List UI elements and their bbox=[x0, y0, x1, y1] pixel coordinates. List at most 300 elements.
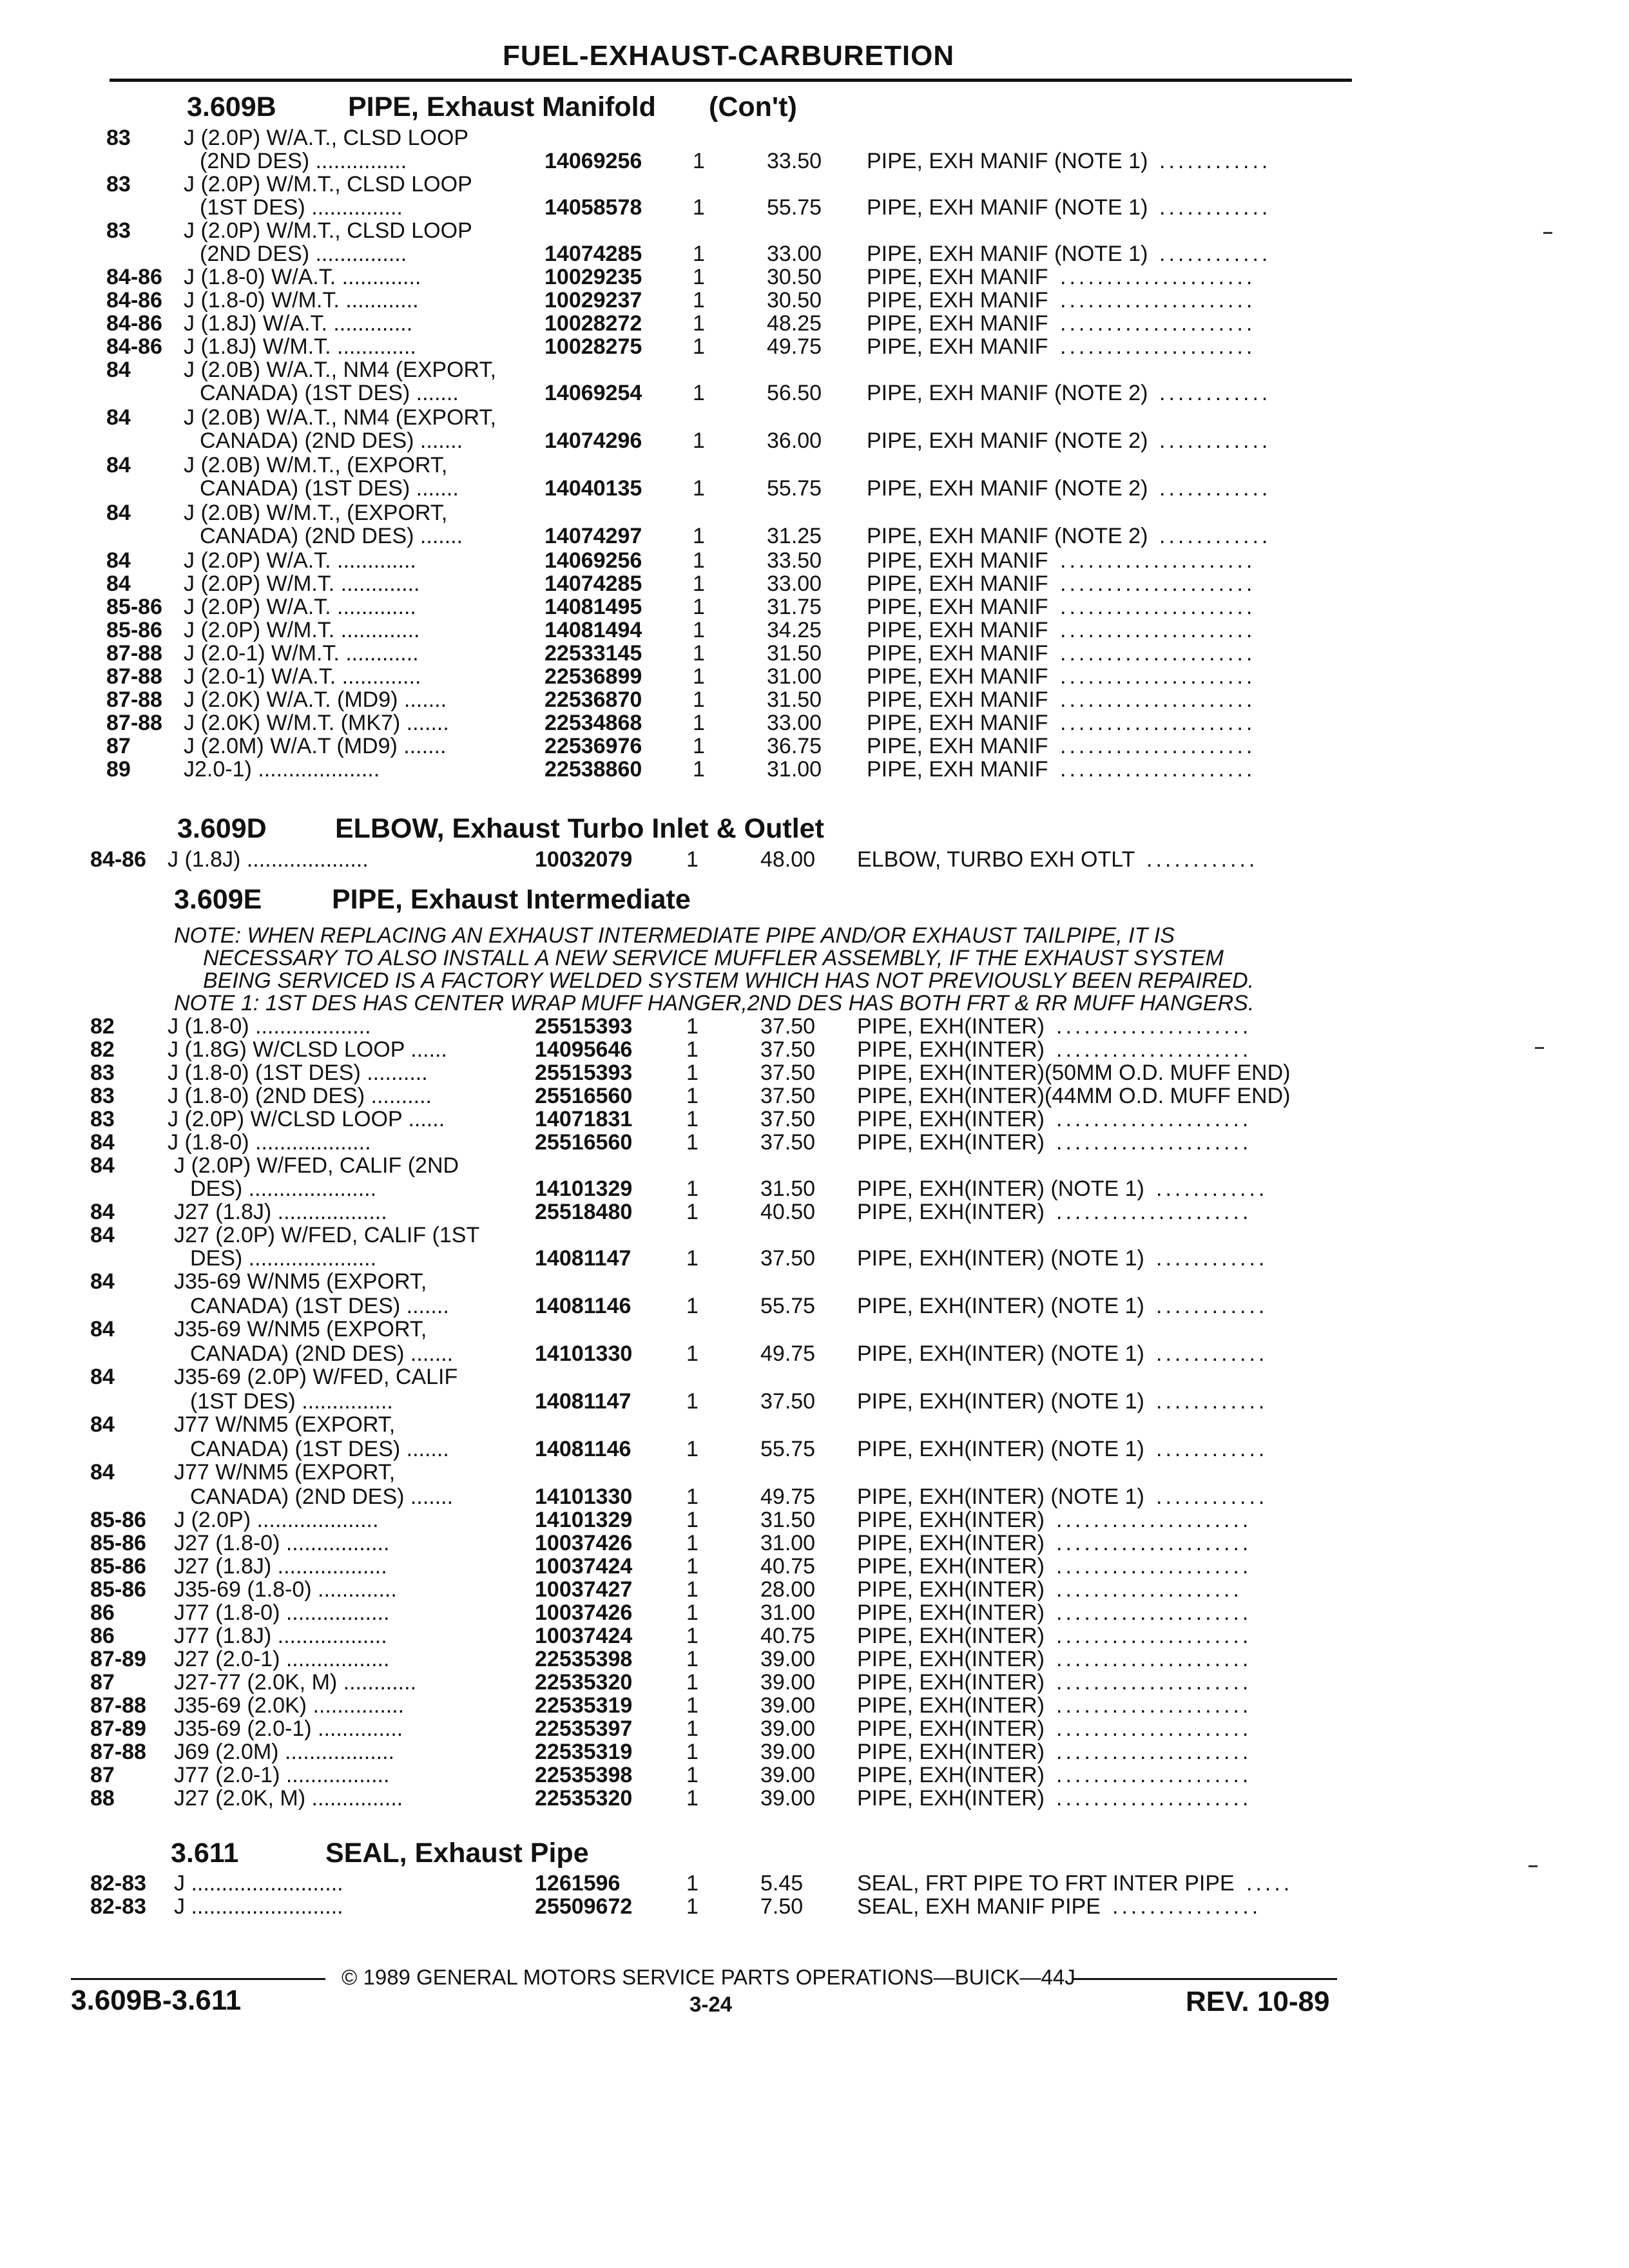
row-part-name: PIPE, EXH MANIF (NOTE 1) bbox=[867, 195, 1148, 220]
row-part-number: 22533145 bbox=[545, 641, 642, 666]
row-quantity: 1 bbox=[686, 1871, 699, 1896]
row-price: 31.00 bbox=[767, 757, 822, 782]
row-quantity: 1 bbox=[693, 311, 705, 336]
row-leader-dots: ..................... bbox=[1060, 572, 1256, 596]
row-year: 84 bbox=[90, 1200, 115, 1224]
row-quantity: 1 bbox=[693, 641, 705, 666]
row-part-number: 10037426 bbox=[535, 1531, 633, 1555]
row-year: 84-86 bbox=[90, 847, 146, 872]
row-year: 82-83 bbox=[90, 1871, 146, 1896]
footer-page-number: 3-24 bbox=[689, 1992, 733, 2016]
row-quantity: 1 bbox=[693, 288, 705, 312]
row-part-name: PIPE, EXH(INTER) (NOTE 1) bbox=[857, 1294, 1144, 1318]
row-description: J (2.0P) W/M.T. ............. bbox=[184, 572, 420, 596]
row-price: 49.75 bbox=[767, 334, 822, 359]
row-part-name: PIPE, EXH(INTER) bbox=[857, 1107, 1045, 1131]
row-leader-dots: ............ bbox=[1156, 1246, 1268, 1271]
row-year: 87-88 bbox=[106, 687, 162, 712]
section-number: 3.609D bbox=[177, 813, 267, 844]
row-year: 83 bbox=[106, 218, 131, 243]
row-description: J77 (1.8J) .................. bbox=[174, 1624, 387, 1648]
row-year: 84 bbox=[90, 1269, 115, 1294]
row-quantity: 1 bbox=[686, 1763, 699, 1787]
row-part-name: PIPE, EXH MANIF bbox=[867, 757, 1048, 782]
row-part-number: 14074285 bbox=[545, 572, 642, 596]
row-year: 83 bbox=[90, 1107, 115, 1131]
row-price: 48.00 bbox=[760, 847, 816, 872]
row-part-number: 10037427 bbox=[535, 1577, 633, 1602]
row-leader-dots: ..................... bbox=[1060, 734, 1256, 758]
row-quantity: 1 bbox=[686, 1107, 699, 1131]
row-part-name: PIPE, EXH MANIF bbox=[867, 288, 1048, 312]
row-part-name: PIPE, EXH(INTER) (NOTE 1) bbox=[857, 1246, 1144, 1271]
row-price: 37.50 bbox=[760, 1084, 816, 1108]
row-leader-dots: ..................... bbox=[1060, 595, 1256, 619]
row-year: 84-86 bbox=[106, 288, 162, 312]
row-part-name: PIPE, EXH(INTER) bbox=[857, 1763, 1045, 1787]
row-year: 84 bbox=[90, 1223, 115, 1247]
row-part-name: PIPE, EXH(INTER) bbox=[857, 1600, 1045, 1625]
footer-rule-right bbox=[1073, 1978, 1337, 1980]
row-part-name: PIPE, EXH MANIF bbox=[867, 572, 1048, 596]
row-description: J35-69 (2.0-1) .............. bbox=[174, 1716, 403, 1741]
row-year: 84 bbox=[106, 358, 131, 382]
row-part-name: PIPE, EXH MANIF bbox=[867, 595, 1048, 619]
row-price: 33.00 bbox=[767, 242, 822, 266]
row-year: 84 bbox=[90, 1130, 115, 1155]
row-description: J (2.0P) .................... bbox=[174, 1508, 379, 1532]
row-leader-dots: ..................... bbox=[1056, 1647, 1252, 1671]
row-leader-dots: ..................... bbox=[1056, 1037, 1252, 1062]
row-description: J (1.8J) W/M.T. ............. bbox=[184, 334, 416, 359]
row-description: CANADA) (1ST DES) ....... bbox=[200, 476, 459, 501]
row-quantity: 1 bbox=[686, 1294, 699, 1318]
row-price: 39.00 bbox=[760, 1647, 816, 1671]
row-quantity: 1 bbox=[693, 428, 705, 453]
row-leader-dots: ............ bbox=[1159, 476, 1271, 501]
row-part-number: 25516560 bbox=[535, 1130, 633, 1155]
row-year: 82-83 bbox=[90, 1894, 146, 1919]
row-description: J27 (1.8-0) ................. bbox=[174, 1531, 390, 1555]
row-description: J (2.0P) W/M.T., CLSD LOOP bbox=[184, 172, 472, 197]
row-description: J (1.8-0) ................... bbox=[168, 1014, 371, 1039]
row-price: 33.00 bbox=[767, 572, 822, 596]
row-price: 39.00 bbox=[760, 1740, 816, 1764]
row-quantity: 1 bbox=[686, 847, 699, 872]
row-part-name: PIPE, EXH(INTER) bbox=[857, 1670, 1045, 1695]
scan-mark bbox=[1535, 1047, 1544, 1049]
section-heading bbox=[177, 813, 824, 845]
row-description: J (2.0K) W/M.T. (MK7) ....... bbox=[184, 711, 449, 735]
row-part-number: 14101329 bbox=[535, 1177, 633, 1201]
row-leader-dots: ............ bbox=[1156, 1341, 1268, 1366]
row-part-number: 14069256 bbox=[545, 149, 642, 173]
row-description: J (1.8-0) W/M.T. ............ bbox=[184, 288, 419, 312]
row-quantity: 1 bbox=[693, 687, 705, 712]
row-description: J (2.0P) W/A.T. ............. bbox=[184, 595, 416, 619]
row-leader-dots: ..................... bbox=[1060, 265, 1256, 289]
row-quantity: 1 bbox=[686, 1693, 699, 1718]
row-year: 87-88 bbox=[90, 1693, 146, 1718]
row-year: 84 bbox=[90, 1153, 115, 1178]
row-part-number: 1261596 bbox=[535, 1871, 621, 1896]
row-price: 55.75 bbox=[767, 476, 822, 501]
row-year: 84 bbox=[106, 572, 131, 596]
row-part-name: PIPE, EXH MANIF bbox=[867, 734, 1048, 758]
row-price: 49.75 bbox=[760, 1341, 816, 1366]
row-part-number: 14081146 bbox=[535, 1294, 631, 1318]
row-description: J (2.0B) W/A.T., NM4 (EXPORT, bbox=[184, 405, 496, 430]
row-description: J ......................... bbox=[174, 1871, 343, 1896]
row-year: 86 bbox=[90, 1624, 115, 1648]
row-price: 39.00 bbox=[760, 1670, 816, 1695]
section-continued: (Con't) bbox=[709, 91, 797, 122]
row-description: J27 (2.0P) W/FED, CALIF (1ST bbox=[174, 1223, 480, 1247]
row-quantity: 1 bbox=[686, 1246, 699, 1271]
row-year: 84 bbox=[90, 1460, 115, 1485]
row-leader-dots: ............ bbox=[1156, 1485, 1268, 1509]
row-part-name: SEAL, FRT PIPE TO FRT INTER PIPE bbox=[857, 1871, 1235, 1896]
row-quantity: 1 bbox=[686, 1670, 699, 1695]
row-part-name: ELBOW, TURBO EXH OTLT bbox=[857, 847, 1135, 872]
row-description: J35-69 W/NM5 (EXPORT, bbox=[174, 1317, 427, 1341]
row-quantity: 1 bbox=[686, 1130, 699, 1155]
row-price: 31.75 bbox=[767, 595, 822, 619]
header-rule bbox=[110, 79, 1352, 82]
row-leader-dots: ..................... bbox=[1060, 311, 1256, 336]
row-part-number: 25515393 bbox=[535, 1014, 633, 1039]
row-description: J (2.0P) W/A.T., CLSD LOOP bbox=[184, 126, 469, 150]
row-quantity: 1 bbox=[693, 265, 705, 289]
row-year: 85-86 bbox=[90, 1577, 146, 1602]
row-price: 31.50 bbox=[767, 641, 822, 666]
row-price: 30.50 bbox=[767, 288, 822, 312]
row-description: J (2.0P) W/M.T., CLSD LOOP bbox=[184, 218, 472, 243]
footer-section-range: 3.609B-3.611 bbox=[71, 1984, 242, 2016]
row-leader-dots: ..................... bbox=[1056, 1740, 1252, 1764]
row-leader-dots: ..................... bbox=[1060, 687, 1256, 712]
row-part-name: PIPE, EXH(INTER) bbox=[857, 1624, 1045, 1648]
row-description: J (1.8-0) ................... bbox=[168, 1130, 371, 1155]
row-price: 37.50 bbox=[760, 1014, 816, 1039]
row-description: J35-69 (2.0P) W/FED, CALIF bbox=[174, 1365, 458, 1389]
row-year: 84 bbox=[90, 1412, 115, 1437]
row-part-number: 10037426 bbox=[535, 1600, 633, 1625]
row-price: 56.50 bbox=[767, 381, 822, 405]
row-quantity: 1 bbox=[693, 664, 705, 689]
row-description: CANADA) (1ST DES) ....... bbox=[190, 1294, 449, 1318]
row-leader-dots: ..................... bbox=[1060, 711, 1256, 735]
row-part-number: 14069256 bbox=[545, 548, 642, 573]
row-price: 39.00 bbox=[760, 1716, 816, 1741]
section-title: PIPE, Exhaust Manifold bbox=[348, 91, 656, 122]
row-part-name: PIPE, EXH MANIF bbox=[867, 265, 1048, 289]
row-part-number: 25518480 bbox=[535, 1200, 633, 1224]
row-year: 85-86 bbox=[90, 1508, 146, 1532]
row-description: CANADA) (2ND DES) ....... bbox=[190, 1341, 454, 1366]
row-part-name: PIPE, EXH MANIF bbox=[867, 687, 1048, 712]
row-year: 88 bbox=[90, 1786, 115, 1811]
row-part-name: PIPE, EXH MANIF bbox=[867, 711, 1048, 735]
row-price: 31.00 bbox=[767, 664, 822, 689]
scan-mark bbox=[1528, 1865, 1537, 1867]
row-quantity: 1 bbox=[686, 1485, 699, 1509]
section-number: 3.611 bbox=[171, 1838, 239, 1869]
row-year: 84 bbox=[90, 1317, 115, 1341]
row-part-number: 25515393 bbox=[535, 1061, 633, 1085]
row-price: 48.25 bbox=[767, 311, 822, 336]
row-part-number: 10032079 bbox=[535, 847, 633, 872]
notes-block bbox=[174, 925, 1254, 1015]
row-part-name: PIPE, EXH MANIF bbox=[867, 664, 1048, 689]
row-quantity: 1 bbox=[693, 572, 705, 596]
row-description: J27-77 (2.0K, M) ............ bbox=[174, 1670, 417, 1695]
row-part-name: PIPE, EXH MANIF (NOTE 2) bbox=[867, 381, 1148, 405]
row-description: J (1.8-0) (2ND DES) .......... bbox=[168, 1084, 432, 1108]
note-line: NOTE 1: 1ST DES HAS CENTER WRAP MUFF HANGER,2ND DES HAS BOTH FRT & RR MUFF HANGERS. bbox=[174, 991, 1255, 1015]
row-quantity: 1 bbox=[686, 1786, 699, 1811]
row-quantity: 1 bbox=[693, 242, 705, 266]
row-leader-dots: ..................... bbox=[1056, 1554, 1252, 1579]
row-quantity: 1 bbox=[686, 1177, 699, 1201]
row-leader-dots: ............ bbox=[1159, 242, 1271, 266]
row-leader-dots: ............ bbox=[1159, 195, 1271, 220]
row-quantity: 1 bbox=[686, 1600, 699, 1625]
section-title: PIPE, Exhaust Intermediate bbox=[332, 884, 691, 915]
row-description: CANADA) (2ND DES) ....... bbox=[190, 1485, 454, 1509]
row-quantity: 1 bbox=[686, 1624, 699, 1648]
row-leader-dots: ..................... bbox=[1056, 1508, 1252, 1532]
row-description: J (2.0P) W/CLSD LOOP ...... bbox=[168, 1107, 445, 1131]
row-part-number: 22536870 bbox=[545, 687, 642, 712]
row-leader-dots: ............ bbox=[1156, 1177, 1268, 1201]
row-leader-dots: ............ bbox=[1146, 847, 1258, 872]
row-description: J35-69 W/NM5 (EXPORT, bbox=[174, 1269, 427, 1294]
row-description: J35-69 (2.0K) ............... bbox=[174, 1693, 405, 1718]
row-year: 84-86 bbox=[106, 265, 162, 289]
row-leader-dots: ............ bbox=[1159, 428, 1271, 453]
row-year: 87 bbox=[106, 734, 131, 758]
row-leader-dots: ................ bbox=[1112, 1894, 1262, 1919]
row-quantity: 1 bbox=[686, 1894, 699, 1919]
row-part-number: 10028272 bbox=[545, 311, 642, 336]
row-quantity: 1 bbox=[686, 1508, 699, 1532]
row-description: J69 (2.0M) .................. bbox=[174, 1740, 394, 1764]
row-year: 85-86 bbox=[106, 595, 162, 619]
page-header-title: FUEL-EXHAUST-CARBURETION bbox=[503, 40, 955, 72]
row-year: 84 bbox=[90, 1365, 115, 1389]
row-part-number: 22536976 bbox=[545, 734, 642, 758]
row-leader-dots: ..................... bbox=[1056, 1670, 1252, 1695]
row-price: 37.50 bbox=[760, 1130, 816, 1155]
row-description: J (2.0P) W/FED, CALIF (2ND bbox=[174, 1153, 459, 1178]
row-quantity: 1 bbox=[693, 149, 705, 173]
row-part-number: 14101330 bbox=[535, 1341, 633, 1366]
section-number: 3.609E bbox=[174, 884, 262, 915]
row-quantity: 1 bbox=[686, 1389, 699, 1414]
row-quantity: 1 bbox=[686, 1084, 699, 1108]
row-part-number: 22535397 bbox=[535, 1716, 633, 1741]
row-part-number: 14074296 bbox=[545, 428, 642, 453]
row-price: 37.50 bbox=[760, 1246, 816, 1271]
row-price: 37.50 bbox=[760, 1389, 816, 1414]
row-description: J ......................... bbox=[174, 1894, 343, 1919]
row-part-number: 22535320 bbox=[535, 1670, 633, 1695]
row-price: 37.50 bbox=[760, 1107, 816, 1131]
row-quantity: 1 bbox=[686, 1014, 699, 1039]
row-part-name: PIPE, EXH MANIF bbox=[867, 548, 1048, 573]
row-price: 31.25 bbox=[767, 524, 822, 548]
row-description: J (2.0-1) W/M.T. ............ bbox=[184, 641, 419, 666]
row-price: 55.75 bbox=[760, 1294, 816, 1318]
row-part-name: PIPE, EXH(INTER) bbox=[857, 1786, 1045, 1811]
footer-revision: REV. 10-89 bbox=[1186, 1986, 1330, 2017]
row-price: 34.25 bbox=[767, 618, 822, 642]
row-part-number: 14081494 bbox=[545, 618, 642, 642]
row-leader-dots: ..... bbox=[1246, 1871, 1293, 1896]
row-part-name: PIPE, EXH(INTER) bbox=[857, 1647, 1045, 1671]
row-price: 39.00 bbox=[760, 1763, 816, 1787]
row-description: CANADA) (2ND DES) ....... bbox=[200, 524, 463, 548]
row-year: 87-88 bbox=[106, 711, 162, 735]
row-price: 49.75 bbox=[760, 1485, 816, 1509]
row-price: 31.00 bbox=[760, 1531, 816, 1555]
row-part-number: 14095646 bbox=[535, 1037, 633, 1062]
row-year: 83 bbox=[106, 172, 131, 197]
row-description: J (2.0K) W/A.T. (MD9) ....... bbox=[184, 687, 447, 712]
row-description: CANADA) (1ST DES) ....... bbox=[200, 381, 459, 405]
row-description: J (2.0B) W/A.T., NM4 (EXPORT, bbox=[184, 358, 496, 382]
row-leader-dots: ..................... bbox=[1060, 334, 1256, 359]
row-description: J (2.0P) W/M.T. ............. bbox=[184, 618, 420, 642]
section-title: ELBOW, Exhaust Turbo Inlet & Outlet bbox=[335, 813, 824, 844]
row-part-name: PIPE, EXH(INTER) bbox=[857, 1130, 1045, 1155]
row-price: 40.75 bbox=[760, 1554, 816, 1579]
row-part-name: PIPE, EXH MANIF (NOTE 1) bbox=[867, 149, 1148, 173]
row-description: J77 W/NM5 (EXPORT, bbox=[174, 1460, 396, 1485]
row-part-number: 25509672 bbox=[535, 1894, 633, 1919]
row-part-number: 22536899 bbox=[545, 664, 642, 689]
row-leader-dots: ............ bbox=[1159, 149, 1271, 173]
row-quantity: 1 bbox=[686, 1061, 699, 1085]
row-leader-dots: ..................... bbox=[1056, 1200, 1252, 1224]
row-part-number: 22535398 bbox=[535, 1647, 633, 1671]
section-heading bbox=[187, 91, 797, 123]
row-leader-dots: ............ bbox=[1159, 381, 1271, 405]
row-description: J27 (1.8J) .................. bbox=[174, 1554, 387, 1579]
row-part-name: PIPE, EXH(INTER) (NOTE 1) bbox=[857, 1341, 1144, 1366]
row-part-number: 22535398 bbox=[535, 1763, 633, 1787]
row-part-name: PIPE, EXH(INTER) bbox=[857, 1508, 1045, 1532]
row-year: 87-89 bbox=[90, 1716, 146, 1741]
row-part-name: PIPE, EXH MANIF (NOTE 2) bbox=[867, 476, 1148, 501]
row-year: 86 bbox=[90, 1600, 115, 1625]
row-price: 30.50 bbox=[767, 265, 822, 289]
section-number: 3.609B bbox=[187, 91, 276, 122]
row-leader-dots: ............ bbox=[1159, 524, 1271, 548]
row-description: CANADA) (2ND DES) ....... bbox=[200, 428, 463, 453]
row-quantity: 1 bbox=[693, 476, 705, 501]
row-year: 84 bbox=[106, 405, 131, 430]
row-quantity: 1 bbox=[693, 734, 705, 758]
row-year: 84-86 bbox=[106, 334, 162, 359]
scan-mark bbox=[1543, 232, 1552, 234]
row-leader-dots: ..................... bbox=[1056, 1786, 1252, 1811]
row-price: 55.75 bbox=[760, 1437, 816, 1461]
row-part-name: PIPE, EXH MANIF bbox=[867, 334, 1048, 359]
row-description: CANADA) (1ST DES) ....... bbox=[190, 1437, 449, 1461]
row-description: (1ST DES) ............... bbox=[200, 195, 403, 220]
footer-copyright: © 1989 GENERAL MOTORS SERVICE PARTS OPERATIONS—BUICK—44J bbox=[342, 1965, 1075, 1989]
row-leader-dots: ............ bbox=[1156, 1294, 1268, 1318]
row-quantity: 1 bbox=[686, 1437, 699, 1461]
row-part-number: 14081147 bbox=[535, 1246, 631, 1271]
row-part-name: PIPE, EXH(INTER) bbox=[857, 1014, 1045, 1039]
row-part-name: PIPE, EXH(INTER) bbox=[857, 1531, 1045, 1555]
row-description: J (1.8G) W/CLSD LOOP ...... bbox=[168, 1037, 447, 1062]
row-part-number: 14040135 bbox=[545, 476, 642, 501]
row-leader-dots: ..................... bbox=[1056, 1716, 1252, 1741]
row-quantity: 1 bbox=[686, 1341, 699, 1366]
row-price: 31.00 bbox=[760, 1600, 816, 1625]
row-year: 82 bbox=[90, 1037, 115, 1062]
row-part-number: 10037424 bbox=[535, 1554, 633, 1579]
footer-rule-left bbox=[71, 1978, 325, 1980]
row-quantity: 1 bbox=[686, 1740, 699, 1764]
row-part-name: PIPE, EXH(INTER)(50MM O.D. MUFF END) bbox=[857, 1061, 1291, 1085]
row-description: (2ND DES) ............... bbox=[200, 149, 407, 173]
row-description: (2ND DES) ............... bbox=[200, 242, 407, 266]
row-description: J (1.8J) W/A.T. ............. bbox=[184, 311, 413, 336]
row-price: 31.50 bbox=[760, 1508, 816, 1532]
row-part-name: PIPE, EXH(INTER) (NOTE 1) bbox=[857, 1437, 1144, 1461]
row-part-name: SEAL, EXH MANIF PIPE bbox=[857, 1894, 1101, 1919]
row-part-number: 14058578 bbox=[545, 195, 642, 220]
row-leader-dots: ..................... bbox=[1056, 1130, 1252, 1155]
row-quantity: 1 bbox=[686, 1531, 699, 1555]
row-part-number: 14101330 bbox=[535, 1485, 633, 1509]
row-leader-dots: ..................... bbox=[1056, 1693, 1252, 1718]
row-description: J (1.8J) .................... bbox=[168, 847, 369, 872]
row-part-name: PIPE, EXH(INTER) (NOTE 1) bbox=[857, 1177, 1144, 1201]
row-price: 31.50 bbox=[767, 687, 822, 712]
row-part-number: 22535319 bbox=[535, 1740, 633, 1764]
row-part-number: 14074297 bbox=[545, 524, 642, 548]
row-year: 89 bbox=[106, 757, 131, 782]
row-price: 37.50 bbox=[760, 1061, 816, 1085]
row-leader-dots: ..................... bbox=[1060, 548, 1256, 573]
row-year: 82 bbox=[90, 1014, 115, 1039]
row-leader-dots: ..................... bbox=[1060, 618, 1256, 642]
row-price: 5.45 bbox=[760, 1871, 804, 1896]
section-title: SEAL, Exhaust Pipe bbox=[325, 1838, 589, 1869]
row-part-name: PIPE, EXH(INTER) (NOTE 1) bbox=[857, 1389, 1144, 1414]
row-price: 33.50 bbox=[767, 548, 822, 573]
row-quantity: 1 bbox=[693, 595, 705, 619]
row-description: J (2.0B) W/M.T., (EXPORT, bbox=[184, 453, 448, 477]
row-part-name: PIPE, EXH(INTER) bbox=[857, 1693, 1045, 1718]
row-leader-dots: ..................... bbox=[1056, 1600, 1252, 1625]
row-year: 85-86 bbox=[90, 1531, 146, 1555]
row-part-name: PIPE, EXH(INTER) bbox=[857, 1740, 1045, 1764]
row-description: J (2.0M) W/A.T (MD9) ....... bbox=[184, 734, 447, 758]
row-part-number: 14101329 bbox=[535, 1508, 633, 1532]
row-description: J77 (1.8-0) ................. bbox=[174, 1600, 390, 1625]
row-quantity: 1 bbox=[686, 1200, 699, 1224]
row-quantity: 1 bbox=[686, 1577, 699, 1602]
row-leader-dots: ..................... bbox=[1056, 1014, 1252, 1039]
row-price: 33.50 bbox=[767, 149, 822, 173]
